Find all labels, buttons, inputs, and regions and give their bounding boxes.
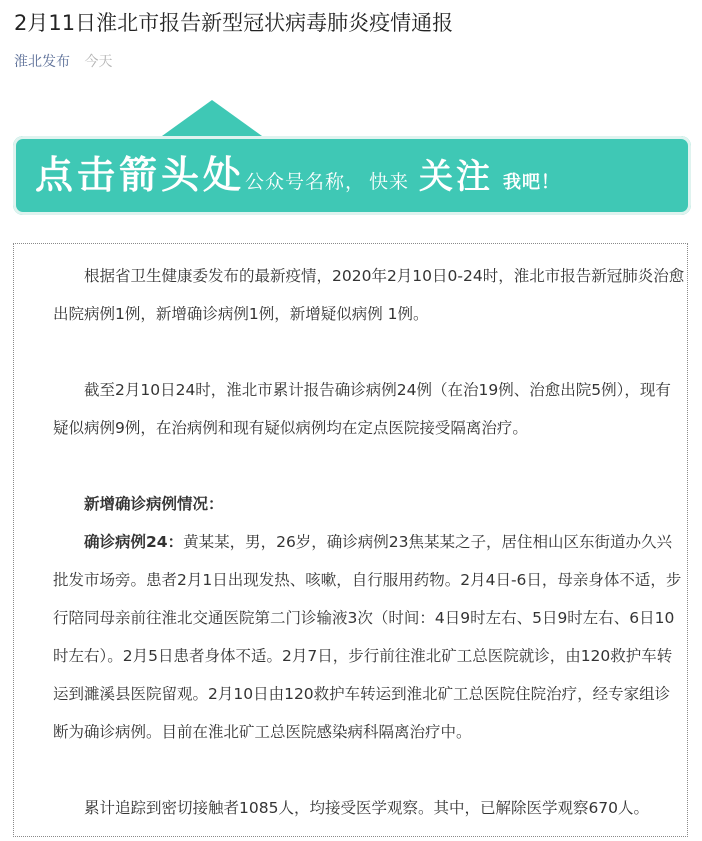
case-24-label: 确诊病例24： xyxy=(84,533,184,551)
arrow-up-icon xyxy=(162,100,262,136)
banner-bar xyxy=(13,136,691,215)
account-name-link[interactable]: 淮北发布 xyxy=(14,54,70,70)
paragraph-case-24 xyxy=(53,523,685,751)
publish-date: 今天 xyxy=(84,54,113,70)
banner-follow-text: 关注 xyxy=(419,157,494,197)
paragraph-contacts: 累计追踪到密切接触者1085人，均接受医学观察。其中，已解除医学观察670人。 xyxy=(84,799,650,817)
paragraph-summary: 根据省卫生健康委发布的最新疫情，2020年2月10日0-24时，淮北市报告新冠肺炎治愈出院病例1例，新增确诊病例1例，新增疑似病例 1例。 xyxy=(53,267,685,323)
banner-text xyxy=(35,136,560,215)
follow-banner[interactable] xyxy=(13,100,691,216)
paragraph-cumulative: 截至2月10日24时，淮北市累计报告确诊病例24例（在治19例、治愈出院5例），现有疑似病例9例，在治病例和现有疑似病例均在定点医院接受隔离治疗。 xyxy=(53,381,671,437)
article-title: 2月11日淮北市报告新型冠状病毒肺炎疫情通报 xyxy=(14,11,454,35)
banner-account-text: 公众号名称， xyxy=(245,171,366,193)
section-heading xyxy=(53,485,685,523)
case-24-details: 黄某某，男，26岁，确诊病例23焦某某之子，居住相山区东街道办久兴批发市场旁。患者2月1日出现发热、咳嗽，自行服用药物。2月4日-6日，母亲身体不适，步行陪同母亲前往淮北交通医院第二门诊输液3次（时间：4日9时左右、5日9时左右、6日10时左右）。2月5日患者身体不适。2月7日，步行前往淮北矿工总医院就诊，由120救护车转运到濉溪县医院留观。2月10日由120救护车转运到淮北矿工总医院住院治疗，经专家组诊断为确诊病例。目前在淮北矿工总医院感染病科隔离治疗中。 xyxy=(53,533,682,741)
new-cases-heading: 新增确诊病例情况： xyxy=(84,495,224,513)
article-meta xyxy=(14,52,112,72)
banner-end-text: 我吧！ xyxy=(503,172,561,193)
banner-come-text: 快来 xyxy=(369,171,410,193)
banner-click-arrow-text: 点击箭头处 xyxy=(35,153,246,197)
report-content-box xyxy=(13,243,688,837)
